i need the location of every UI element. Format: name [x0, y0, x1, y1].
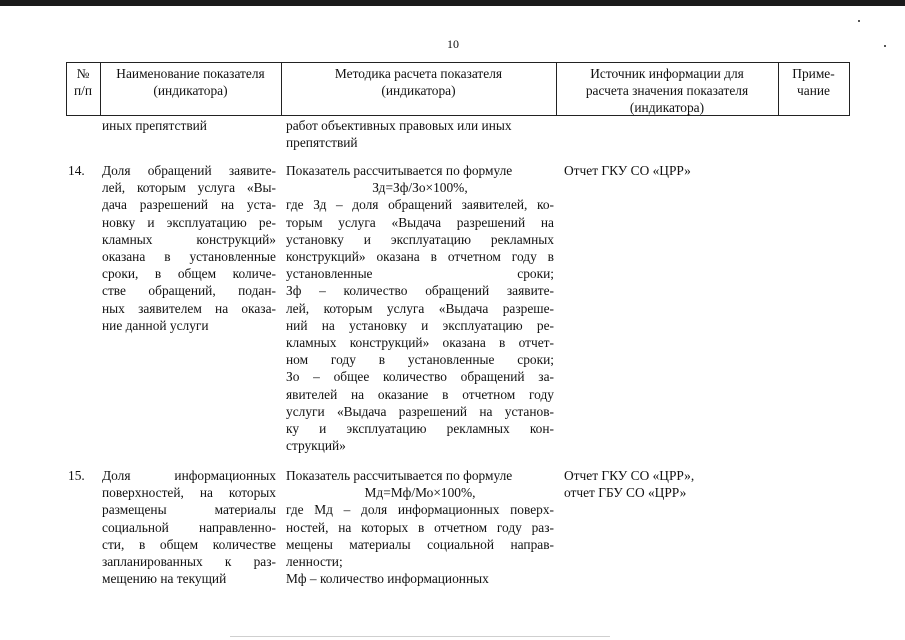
method-description: Показатель рассчитывается по формуле Мд=Мф/Мо×100%, где Мд – доля информационных поверх- ностей, на которых в отчетном году раз- мещены материалы социальной направ- ленности; Мф – количество информационных: [286, 468, 554, 587]
header-indicator-name: Наименование показателя (индикатора): [116, 66, 265, 99]
method-line: установку и эксплуатацию рекламных: [286, 231, 554, 247]
header-source: Источник информации для расчета значения показателя (индикатора): [585, 66, 749, 116]
indicator-name-line: лей, которым услуга «Вы-: [102, 180, 276, 196]
indicator-name-line: сроки, в общем количе-: [102, 266, 276, 282]
scan-speck: [858, 20, 860, 22]
indicator-name-line: кламных конструкций»: [102, 231, 276, 247]
method-line: торым услуга «Выдача разрешений на: [286, 214, 554, 230]
indicator-name-line: социальной направленно-: [102, 519, 276, 535]
method-line: ку и эксплуатацию рекламных кон-: [286, 421, 554, 437]
method-line: ленности;: [286, 554, 343, 570]
indicator-name-line: стве обращений, подан-: [102, 283, 276, 299]
method-line: конструкций» оказана в отчетном году в: [286, 249, 554, 265]
header-number: № п/п: [73, 66, 93, 99]
formula: Зд=Зф/Зо×100%,: [372, 180, 468, 196]
indicator-name-line: запланированных к раз-: [102, 554, 276, 570]
indicator-name-line: Доля информационных: [102, 468, 276, 483]
method-line: струкций»: [286, 438, 346, 454]
method-line: Зф – количество обращений заявите-: [286, 283, 554, 299]
method-line: где Зд – доля обращений заявителей, ко-: [286, 197, 554, 213]
cont-method: работ объективных правовых или иных препятствий: [286, 118, 512, 151]
method-line: мещены материалы социальной направ-: [286, 536, 554, 552]
indicator-table: [66, 62, 850, 587]
header-note: Приме- чание: [792, 66, 835, 99]
method-line: ний на установку и эксплуатацию ре-: [286, 317, 554, 333]
indicator-name-line: Доля обращений заявите-: [102, 163, 276, 178]
header-method: Методика расчета показателя (индикатора): [334, 66, 503, 99]
method-line: установленные сроки;: [286, 266, 554, 282]
info-source: Отчет ГКУ СО «ЦРР»: [564, 163, 691, 178]
method-line: ностей, на которых в отчетном году раз-: [286, 519, 554, 535]
indicator-name-line: оказана в установленные: [102, 249, 276, 265]
indicator-name-line: ние данной услуги: [102, 317, 209, 333]
page-number: 10: [447, 37, 459, 51]
row-number: 15.: [68, 468, 85, 483]
method-line: где Мд – доля информационных поверх-: [286, 502, 554, 518]
indicator-name-line: дача разрешений на уста-: [102, 197, 276, 213]
table-border: [849, 63, 850, 115]
indicator-name-line: размещены материалы: [102, 502, 276, 518]
method-line: услуги «Выдача разрешений на установ-: [286, 403, 554, 419]
indicator-name: [102, 162, 276, 334]
method-description: Показатель рассчитывается по формуле Зд=Зф/Зо×100%, где Зд – доля обращений заявителей, ко- торым услуга «Выдача разрешений на установку и эксплуатацию рекламных конструкций» оказана в отчетном году в установленные сроки; Зф – количество обращений заявите- лей, которым услуга «Выдача разреше- ний на установку и эксплуатацию ре- кламных конструкций» оказана в отчет- ном году в установленные сроки; Зо – общее количество обращений за- явителей на оказание в отчетном году услуги «Выдача разрешений на установ- ку и эксплуатацию рекламных кон- струкций»: [286, 163, 554, 454]
method-line: лей, которым услуга «Выдача разреше-: [286, 300, 554, 316]
row-number: 14.: [68, 163, 85, 178]
method-line: Мф – количество информационных: [286, 571, 489, 587]
info-source: Отчет ГКУ СО «ЦРР», отчет ГБУ СО «ЦРР»: [564, 468, 695, 501]
method-line: кламных конструкций» оказана в отчет-: [286, 335, 554, 351]
cont-indicator-name: иных препятствий: [102, 118, 207, 133]
method-line: явителей на оказание в отчетном году: [286, 386, 554, 402]
indicator-name-line: новку и эксплуатацию ре-: [102, 214, 276, 230]
indicator-name-line: ных заявителем на оказа-: [102, 300, 276, 316]
indicator-name-line: сти, в общем количестве: [102, 536, 276, 552]
scan-speck: [884, 45, 886, 47]
indicator-name-line: поверхностей, на которых: [102, 485, 276, 501]
scan-bottom-edge: [230, 636, 610, 637]
indicator-name-line: мещению на текущий: [102, 571, 227, 587]
method-line: ном году в установленные сроки;: [286, 352, 554, 368]
formula: Мд=Мф/Мо×100%,: [364, 485, 476, 501]
scan-top-border: [0, 0, 905, 6]
indicator-name: [102, 467, 276, 587]
table-header: [66, 62, 850, 116]
method-line: Зо – общее количество обращений за-: [286, 369, 554, 385]
